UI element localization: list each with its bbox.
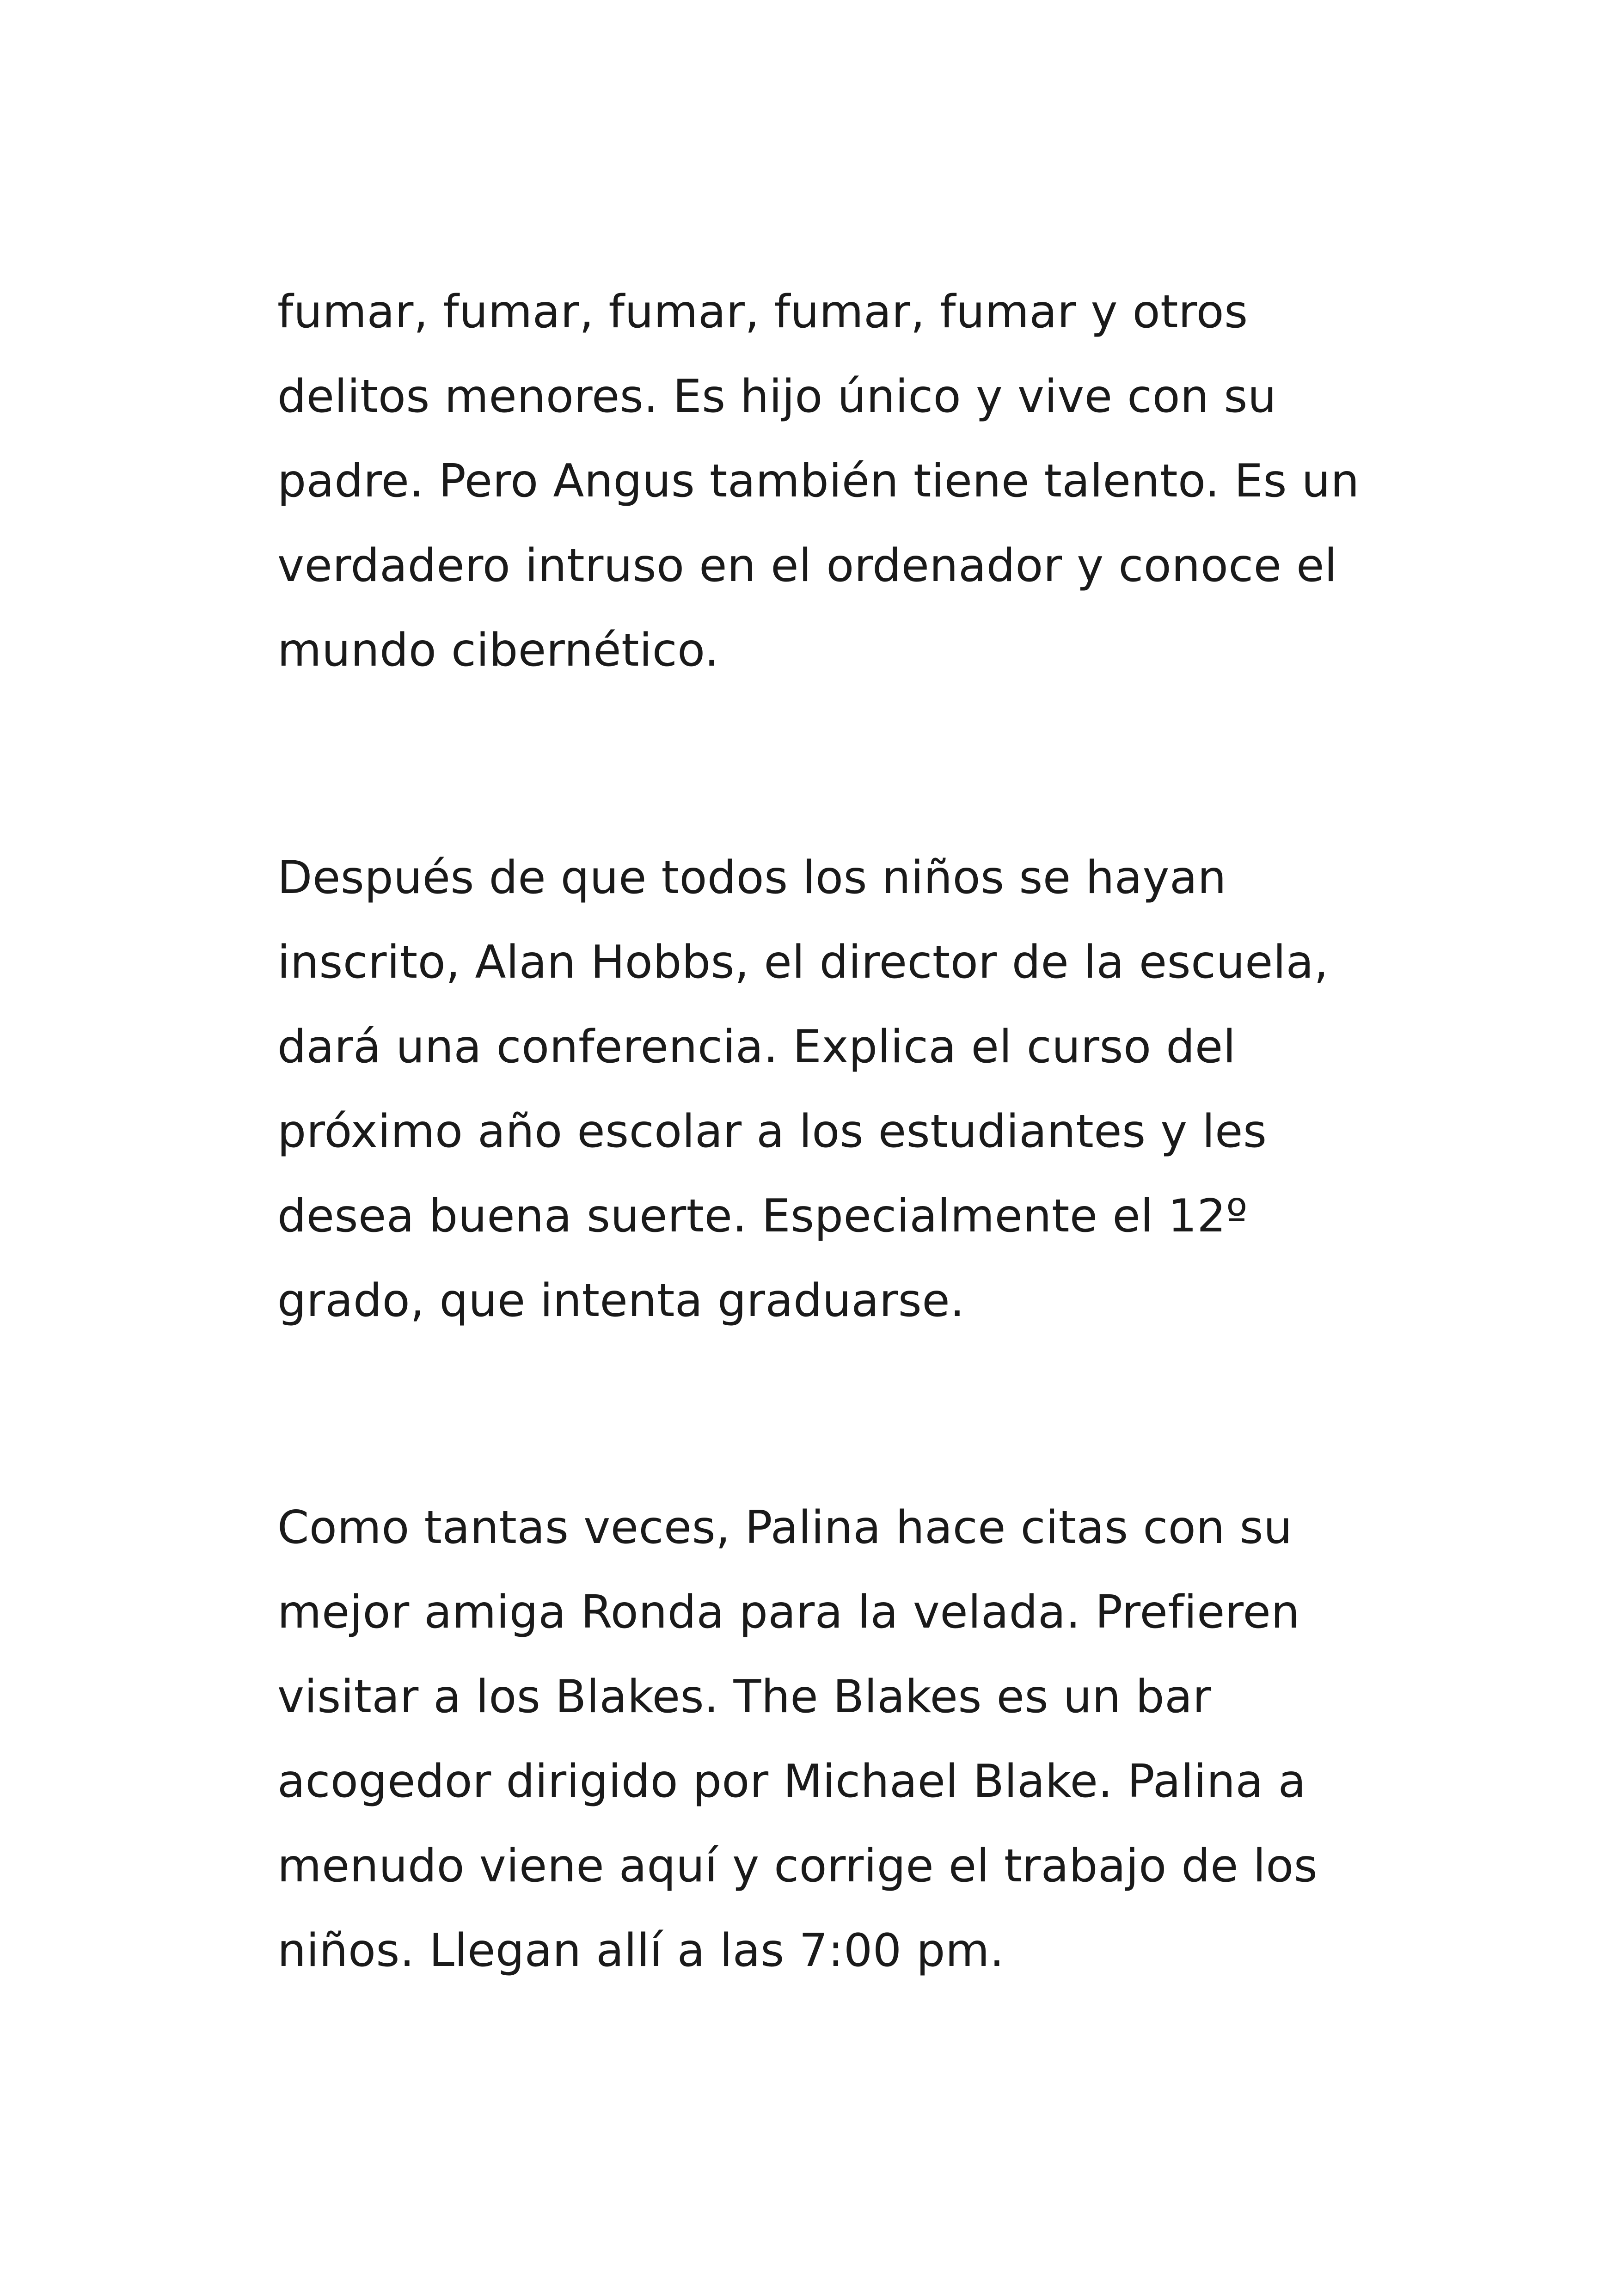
text-line: niños. Llegan allí a las 7:00 pm.	[277, 1924, 1005, 1977]
text-line: menudo viene aquí y corrige el trabajo de los	[277, 1840, 1318, 1892]
text-line: padre. Pero Angus también tiene talento. Es un	[277, 455, 1360, 508]
text-line: próximo año escolar a los estudiantes y les	[277, 1105, 1267, 1158]
text-line: mejor amiga Ronda para la velada. Prefieren	[277, 1586, 1300, 1639]
text-line: mundo cibernético.	[277, 624, 719, 677]
paragraph-alan-hobbs	[277, 836, 1387, 1343]
paragraph-palina	[277, 1486, 1387, 1993]
text-line: Como tantas veces, Palina hace citas con su	[277, 1501, 1293, 1554]
text-line: fumar, fumar, fumar, fumar, fumar y otros	[277, 286, 1248, 338]
text-line: acogedor dirigido por Michael Blake. Palina a	[277, 1755, 1306, 1808]
text-line: grado, que intenta graduarse.	[277, 1274, 965, 1327]
text-line: Después de que todos los niños se hayan	[277, 851, 1227, 904]
text-line: delitos menores. Es hijo único y vive con su	[277, 370, 1277, 423]
text-line: verdadero intruso en el ordenador y conoce el	[277, 539, 1337, 592]
text-line: inscrito, Alan Hobbs, el director de la escuela,	[277, 936, 1329, 989]
text-line: visitar a los Blakes. The Blakes es un bar	[277, 1671, 1212, 1723]
paragraph-angus	[277, 270, 1387, 693]
text-line: desea buena suerte. Especialmente el 12º	[277, 1190, 1248, 1243]
text-line: dará una conferencia. Explica el curso del	[277, 1021, 1236, 1073]
